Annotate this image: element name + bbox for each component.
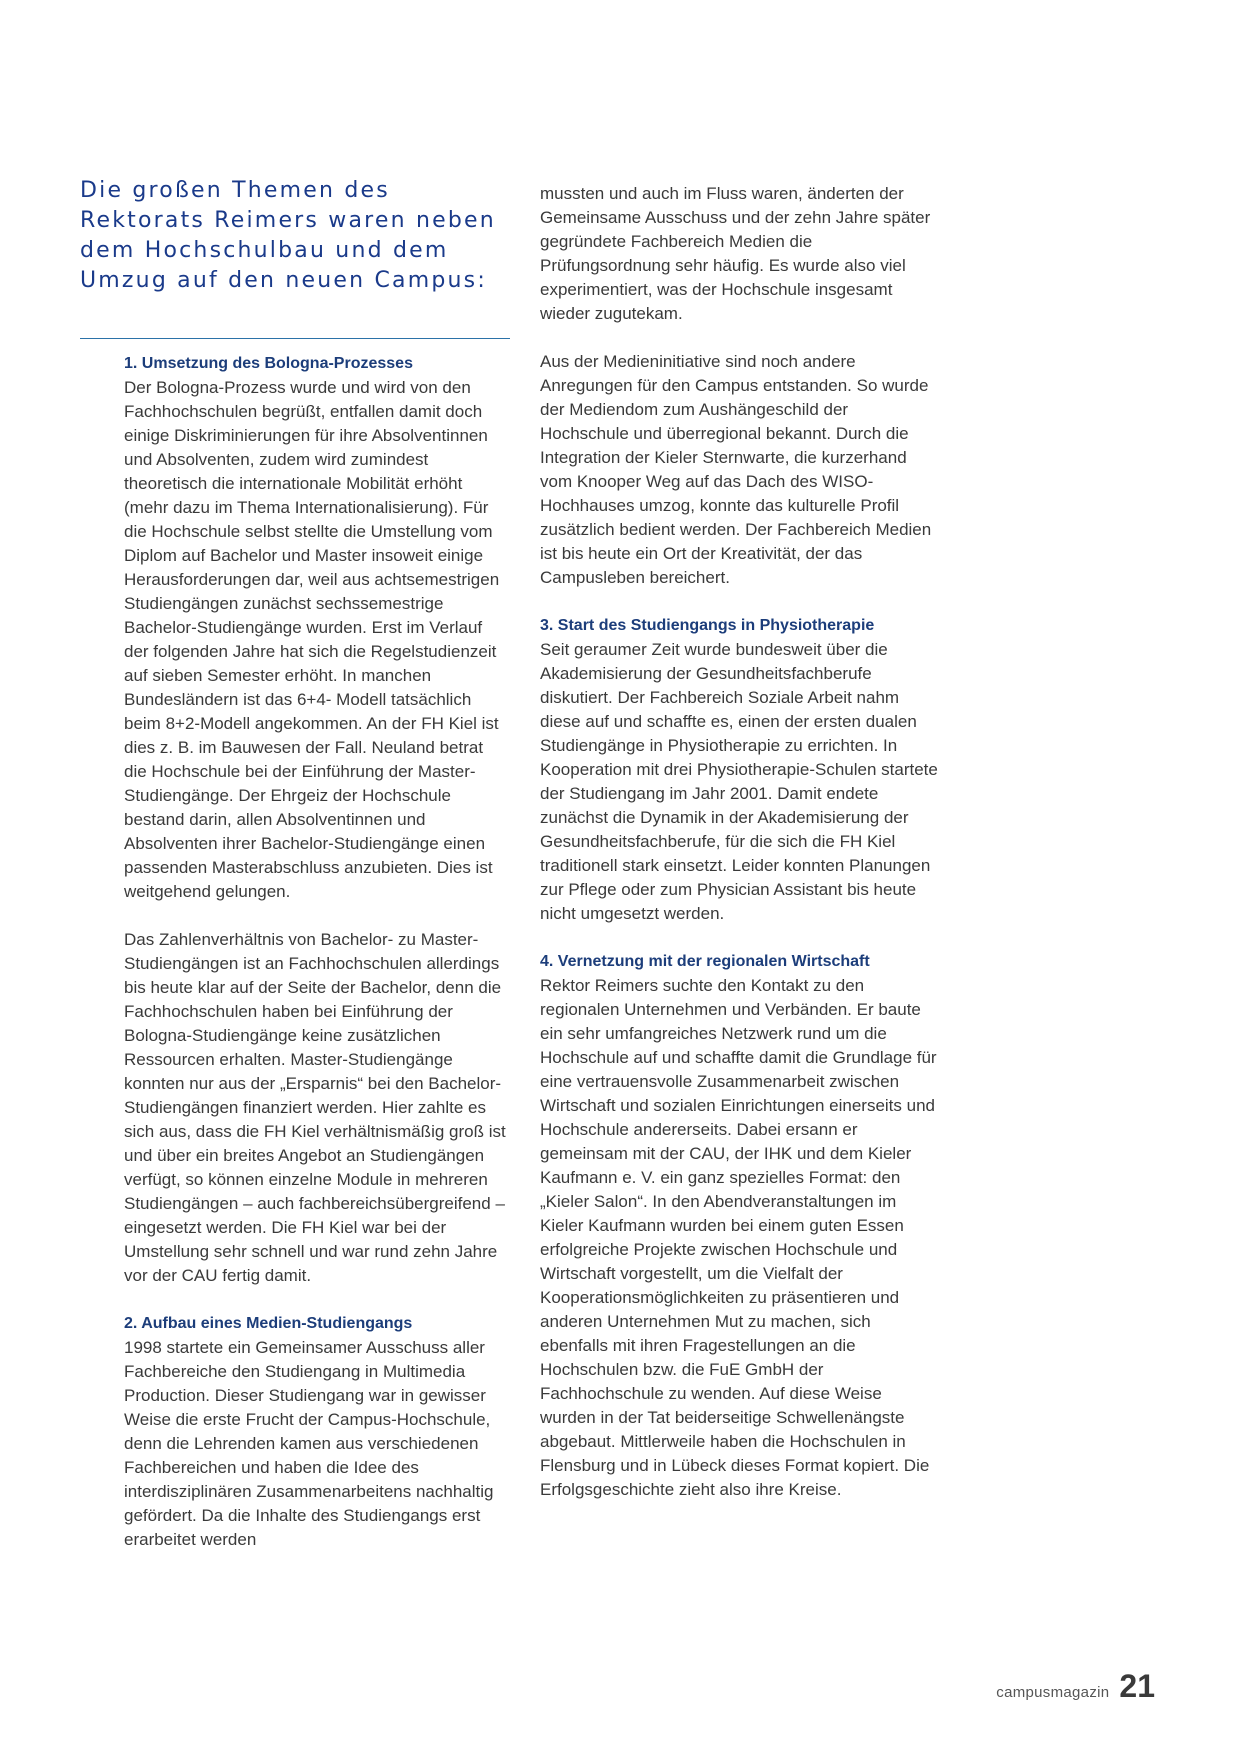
section-wirtschaft: [540, 950, 940, 1502]
body-paragraph: Rektor Reimers suchte den Kontakt zu den regionalen Unternehmen und Verbänden. Er baute ein sehr umfangreiches Netzwerk rund um die Hochschule auf und schaffte damit die Grundlage für eine vertrauensvolle Zusammenarbeit zwischen Wirtschaft und sozialen Einrichtungen einerseits und Hochschule andererseits. Dabei ersann er gemeinsam mit der CAU, der IHK und dem Kieler Kaufmann e. V. ein ganz spezielles Format: den „Kieler Salon“. In den Abendveranstaltungen im Kieler Kaufmann wurden bei einem guten Essen erfolgreiche Projekte zwischen Hochschule und Wirtschaft vorgestellt, um die Vielfalt der Kooperationsmöglichkeiten zu präsentieren und anderen Unternehmen Mut zu machen, sich ebenfalls mit ihren Fragestellungen an die Hochschulen bzw. die FuE GmbH der Fachhochschule zu wenden. Auf diese Weise wurden in der Tat beiderseitige Schwellenängste abgebaut. Mittlerweile haben die Hochschulen in Flensburg und in Lübeck dieses Format kopiert. Die Erfolgsgeschichte zieht also ihre Kreise.: [540, 976, 937, 1499]
body-paragraph: Seit geraumer Zeit wurde bundesweit über die Akademisierung der Gesundheitsfachberufe diskutiert. Der Fachbereich Soziale Arbeit nahm diese auf und schaffte es, einen der ersten dualen Studiengänge in Physiotherapie zu errichten. In Kooperation mit drei Physiotherapie-Schulen startete der Studiengang im Jahr 2001. Damit endete zunächst die Dynamik in der Akademisierung der Gesundheitsfachberufe, für die sich die FH Kiel traditionell stark einsetzt. Leider konnten Planungen zur Pflege oder zum Physician Assistant bis heute nicht umgesetzt werden.: [540, 640, 938, 923]
body-paragraph: Der Bologna-Prozess wurde und wird von den Fachhochschulen begrüßt, entfallen damit doch einige Diskriminierungen für ihre Absolventinnen und Absolventen, zudem wird zumindest theoretisch die internationale Mobilität erhöht (mehr dazu im Thema Internationalisierung). Für die Hochschule selbst stellte die Umstellung vom Diplom auf Bachelor und Master insoweit einige Herausforderungen dar, weil aus achtsemestrigen Studiengängen zunächst sechssemestrige Bachelor-Studiengänge wurden. Erst im Verlauf der folgenden Jahre hat sich die Regelstudienzeit auf sieben Semester erhöht. In manchen Bundesländern ist das 6+4- Modell tatsächlich beim 8+2-Modell angekommen. An der FH Kiel ist dies z. B. im Bauwesen der Fall. Neuland betrat die Hochschule bei der Einführung der Master-Studiengänge. Der Ehrgeiz der Hochschule bestand darin, allen Absolventinnen und Absolventen ihrer Bachelor-Studiengänge einen passenden Masterabschluss anzubieten. Dies ist weitgehend gelungen.: [124, 378, 500, 901]
left-column: [124, 352, 509, 1576]
page-number: 21: [1119, 1668, 1155, 1704]
body-paragraph: mussten und auch im Fluss waren, änderten der Gemeinsame Ausschuss und der zehn Jahre später gegründete Fachbereich Medien die Prüfungsordnung sehr häufig. Es wurde also viel experimentiert, was der Hochschule insgesamt wieder zugutekam.: [540, 184, 931, 323]
section-bologna: [124, 352, 509, 1288]
intro-heading: Die großen Themen des Rektorats Reimers waren neben dem Hochschulbau und dem Umzug auf den neuen Campus:: [80, 178, 496, 293]
magazine-name: campusmagazin: [996, 1684, 1110, 1701]
body-paragraph: 1998 startete ein Gemeinsamer Ausschuss aller Fachbereiche den Studiengang in Multimedia Production. Dieser Studiengang war in gewisser Weise die erste Frucht der Campus-Hochschule, denn die Lehrenden kamen aus verschiedenen Fachbereichen und haben die Idee des interdisziplinären Zusammenarbeitens nachhaltig gefördert. Da die Inhalte des Studiengangs erst erarbeitet werden: [124, 1338, 494, 1549]
body-paragraph: Das Zahlenverhältnis von Bachelor- zu Master-Studiengängen ist an Fachhochschulen allerdings bis heute klar auf der Seite der Bachelor, denn die Fachhochschulen haben bei Einführung der Bologna-Studiengänge keine zusätzlichen Ressourcen erhalten. Master-Studiengänge konnten nur aus der „Ersparnis“ bei den Bachelor-Studiengängen finanziert werden. Hier zahlte es sich aus, dass die FH Kiel verhältnismäßig groß ist und über ein breites Angebot an Studiengängen verfügt, so können einzelne Module in mehreren Studiengängen – auch fachbereichsübergreifend – eingesetzt werden. Die FH Kiel war bei der Umstellung sehr schnell und war rund zehn Jahre vor der CAU fertig damit.: [124, 930, 506, 1285]
section-title: 3. Start des Studiengangs in Physiotherapie: [540, 617, 875, 634]
right-column: [540, 182, 940, 1526]
section-physiotherapie: [540, 614, 940, 926]
section-title: 1. Umsetzung des Bologna-Prozesses: [124, 355, 413, 372]
section-medien: [124, 1312, 509, 1552]
section-title: 2. Aufbau eines Medien-Studiengangs: [124, 1315, 413, 1332]
page-footer: [996, 1668, 1155, 1704]
body-paragraph: Aus der Medieninitiative sind noch andere Anregungen für den Campus entstanden. So wurde der Mediendom zum Aushängeschild der Hochschule und überregional bekannt. Durch die Integration der Kieler Sternwarte, die kurzerhand vom Knooper Weg auf das Dach des WISO-Hochhauses umzog, konnte das kulturelle Profil zusätzlich bedient werden. Der Fachbereich Medien ist bis heute ein Ort der Kreativität, der das Campusleben bereichert.: [540, 352, 932, 587]
intro-divider: [80, 338, 510, 339]
section-title: 4. Vernetzung mit der regionalen Wirtschaft: [540, 953, 870, 970]
